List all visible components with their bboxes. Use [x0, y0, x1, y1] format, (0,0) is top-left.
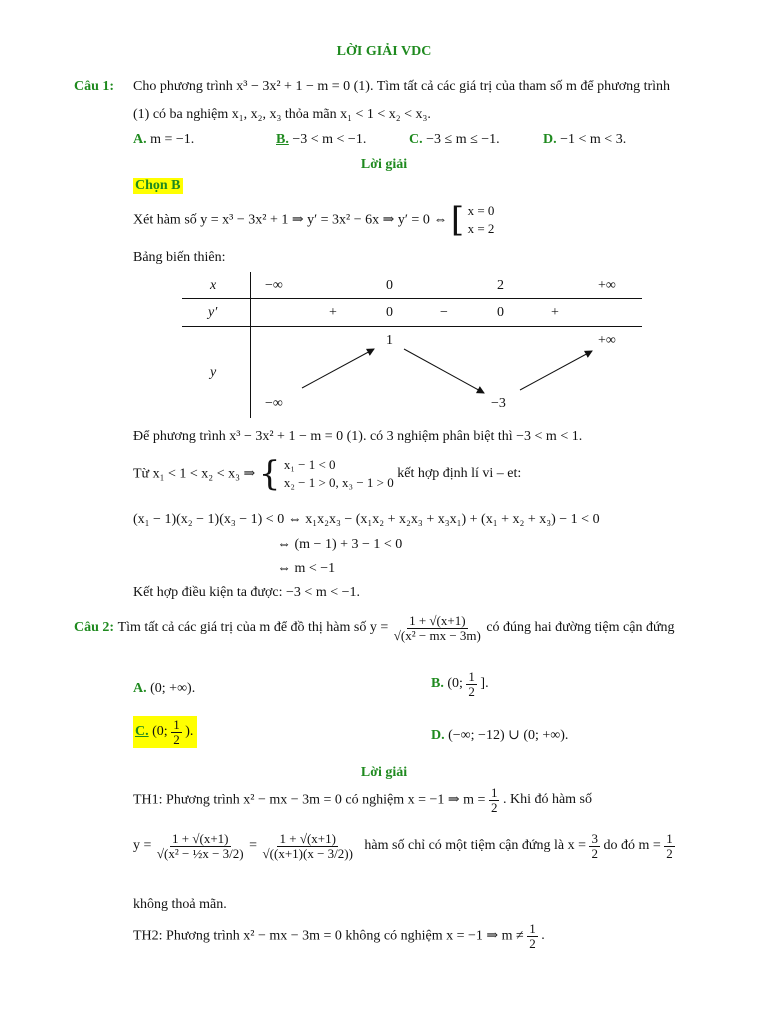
- table-y-neg-inf: −∞: [265, 396, 283, 411]
- option-letter: B.: [276, 132, 289, 147]
- case-line: x = 0: [467, 203, 495, 218]
- q2-label: Câu 2:: [74, 620, 115, 636]
- q2-option-d[interactable]: [431, 727, 568, 744]
- table-x-neg-inf: −∞: [265, 278, 283, 293]
- option-letter: D.: [543, 132, 557, 147]
- option-text: (0; +∞).: [150, 681, 196, 696]
- decrease-arrow: [404, 349, 484, 393]
- table-x-0: 0: [386, 278, 393, 293]
- option-letter: C.: [135, 724, 149, 740]
- q1-choice: Chọn B: [135, 178, 181, 193]
- asymptote-fraction: [589, 832, 600, 860]
- th1-text: TH1: Phương trình x² − mx − 3m = 0 có nghiệm x = −1 ⇒ m =: [133, 792, 486, 808]
- q2-text: Tìm tất cả các giá trị của m để đồ thị hàm số y =: [117, 620, 389, 636]
- q1-step3: [133, 454, 522, 495]
- q2-th1-end: không thoả mãn.: [133, 897, 227, 912]
- q1-eq2: ⇔ (m − 1) + 3 − 1 < 0: [277, 537, 403, 552]
- q1-eq1: (x₁ − 1)(x₂ − 1)(x₃ − 1) < 0 ⇔ x₁x₂x₃ − (x₁x₂ + x₂x₃ + x₃x₁) + (x₁ + x₂ + x₃) − 1 < 0: [133, 512, 600, 527]
- table-y-pos-inf: +∞: [598, 333, 616, 348]
- th1-fraction: [489, 786, 500, 814]
- fraction-denominator: 2: [666, 845, 673, 861]
- th2-text: TH2: Phương trình x² − mx − 3m = 0 không có nghiệm x = −1 ⇒ m ≠: [133, 928, 524, 944]
- th1-after: . Khi đó hàm số: [502, 792, 593, 808]
- case-line: x = 2: [467, 221, 495, 237]
- y-equals: y =: [133, 838, 152, 854]
- table-dy-zero: 0: [497, 305, 504, 320]
- table-y-max: 1: [386, 333, 393, 348]
- table-dy-zero: 0: [386, 305, 393, 320]
- fraction-numerator: 1: [468, 669, 475, 684]
- option-text: −3 ≤ m ≤ −1.: [426, 132, 500, 147]
- th2-end: .: [541, 928, 545, 944]
- table-dy-sign: −: [440, 305, 448, 320]
- th2-fraction: [527, 922, 538, 950]
- function-fraction-2: [261, 832, 355, 860]
- q2-function-fraction: [392, 614, 483, 642]
- option-prefix: (0;: [447, 676, 463, 692]
- option-letter: A.: [133, 132, 147, 147]
- q1-solution-heading: Lời giải: [360, 157, 408, 172]
- fraction-denominator: 2: [468, 683, 475, 699]
- option-letter: D.: [431, 728, 445, 743]
- q2-option-c[interactable]: [133, 716, 197, 748]
- q1-conclusion: Kết hợp điều kiện ta được: −3 < m < −1.: [133, 585, 360, 600]
- q2-th1-function: [133, 832, 675, 860]
- fraction-numerator: 3: [591, 831, 598, 846]
- q1-step2: Để phương trình x³ − 3x² + 1 − m = 0 (1). có 3 nghiệm phân biệt thì −3 < m < 1.: [133, 429, 583, 444]
- fraction-denominator: √(x² − mx − 3m): [393, 627, 481, 643]
- q2-th2: [133, 922, 545, 950]
- fraction-numerator: 1 + √(x+1): [279, 831, 336, 846]
- q2-option-b[interactable]: [431, 670, 489, 698]
- step3-prefix: Từ x₁ < 1 < x₂ < x₃ ⇒: [133, 466, 256, 482]
- increase-arrow: [520, 351, 592, 390]
- option-text: −1 < m < 3.: [560, 132, 627, 147]
- option-fraction: [466, 670, 477, 698]
- option-prefix: (0;: [152, 724, 168, 740]
- fraction-denominator: √((x+1)(x − 3/2)): [262, 845, 353, 861]
- step1-text: Xét hàm số y = x³ − 3x² + 1 ⇒ y′ = 3x² − 6x ⇒ y′ = 0 ⇔: [133, 212, 448, 228]
- option-text: m = −1.: [150, 132, 195, 147]
- step3-suffix: kết hợp định lí vi – et:: [397, 466, 522, 482]
- fraction-denominator: 2: [591, 845, 598, 861]
- m-fraction: [664, 832, 675, 860]
- table-dy-sign: +: [329, 305, 337, 320]
- table-label: Bảng biến thiên:: [133, 250, 226, 265]
- q2-prompt: [74, 614, 675, 642]
- equals-sign: =: [249, 838, 258, 854]
- fraction-numerator: 1 + √(x+1): [172, 831, 229, 846]
- fraction-denominator: √(x² − ½x − 3/2): [156, 845, 244, 861]
- table-x-pos-inf: +∞: [598, 278, 616, 293]
- function-fraction-1: [155, 832, 246, 860]
- fraction-numerator: 1: [529, 921, 536, 936]
- option-letter: C.: [409, 132, 423, 147]
- option-fraction: [171, 718, 182, 746]
- th1-tail: hàm số chỉ có một tiệm cận đứng là x =: [364, 838, 586, 854]
- fraction-denominator: 2: [173, 731, 180, 747]
- option-suffix: ].: [480, 676, 489, 692]
- fraction-numerator: 1: [666, 831, 673, 846]
- q2-text-after: có đúng hai đường tiệm cận đứng: [486, 620, 675, 636]
- case-line: x₁ − 1 < 0: [283, 457, 336, 472]
- increase-arrow: [302, 349, 374, 388]
- q1-line1: Cho phương trình x³ − 3x² + 1 − m = 0 (1). Tìm tất cả các giá trị của tham số m để phương trình: [133, 79, 671, 94]
- fraction-denominator: 2: [490, 799, 498, 815]
- th1-tail2: do đó m =: [603, 838, 661, 854]
- fraction-numerator: 1 + √(x+1): [409, 613, 466, 628]
- fraction-numerator: 1: [173, 717, 180, 732]
- q1-eq3: ⇔ m < −1: [277, 561, 336, 576]
- q1-line2: (1) có ba nghiệm x₁, x₂, x₃ thỏa mãn x₁ < 1 < x₂ < x₃.: [133, 107, 431, 122]
- q1-label: Câu 1:: [74, 79, 115, 94]
- table-y-label: y: [210, 365, 217, 380]
- table-y-min: −3: [491, 396, 506, 411]
- option-text: (−∞; −12) ∪ (0; +∞).: [448, 728, 569, 743]
- q2-solution-heading: Lời giải: [360, 765, 408, 780]
- q2-option-a[interactable]: [133, 681, 195, 697]
- page-title: LỜI GIẢI VDC: [336, 44, 432, 59]
- option-letter: A.: [133, 681, 147, 696]
- case-line: x₂ − 1 > 0, x₃ − 1 > 0: [283, 475, 394, 491]
- option-text: −3 < m < −1.: [292, 132, 367, 147]
- step3-cases: [284, 456, 394, 492]
- fraction-denominator: 2: [529, 935, 536, 951]
- q2-th1: [133, 786, 592, 814]
- option-suffix: ).: [185, 724, 194, 740]
- table-dy-label: y′: [208, 305, 218, 320]
- option-letter: B.: [431, 676, 444, 692]
- fraction-numerator: 1: [490, 785, 498, 800]
- left-brace: {: [258, 454, 281, 495]
- table-x-label: x: [210, 278, 217, 293]
- left-bracket: [: [450, 200, 465, 241]
- table-x-2: 2: [497, 278, 504, 293]
- table-dy-sign: +: [551, 305, 559, 320]
